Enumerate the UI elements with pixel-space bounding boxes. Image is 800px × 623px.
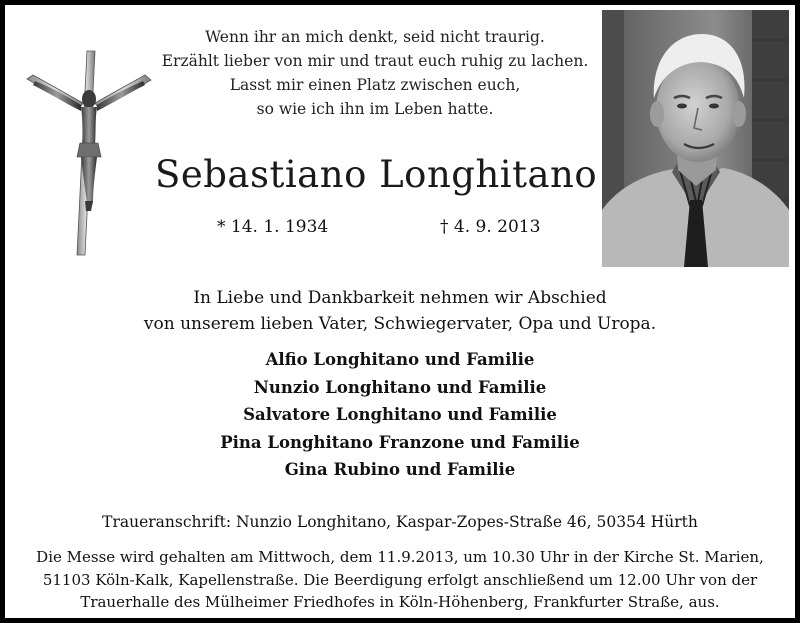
funeral-details <box>5 546 795 614</box>
family-name: Salvatore Longhitano und Familie <box>243 405 557 424</box>
poem-line: Lasst mir einen Platz zwischen euch, <box>229 76 521 94</box>
farewell-text <box>5 285 795 337</box>
deceased-name: Sebastiano Longhitano <box>155 153 598 196</box>
crucifix-icon <box>25 49 155 259</box>
funeral-details-line: Trauerhalle des Mülheimer Friedhofes in Köln-Höhenberg, Frankfurter Straße, aus. <box>80 593 720 611</box>
poem <box>155 25 595 121</box>
family-name: Alfio Longhitano und Familie <box>265 350 535 369</box>
portrait-photo <box>602 10 789 267</box>
mourning-address: Traueranschrift: Nunzio Longhitano, Kaspar-Zopes-Straße 46, 50354 Hürth <box>102 513 698 531</box>
funeral-details-line: 51103 Köln-Kalk, Kapellenstraße. Die Beerdigung erfolgt anschließend um 12.00 Uhr von der <box>42 570 758 589</box>
family-list <box>5 346 795 484</box>
birth-date: * 14. 1. 1934 <box>217 217 329 237</box>
poem-line: Wenn ihr an mich denkt, seid nicht traurig. <box>205 28 545 46</box>
poem-line: Erzählt lieber von mir und traut euch ruhig zu lachen. <box>161 52 589 70</box>
family-name: Nunzio Longhitano und Familie <box>253 377 547 397</box>
family-name: Pina Longhitano Franzone und Familie <box>220 432 580 452</box>
farewell-line: von unserem lieben Vater, Schwiegervater, Opa und Uropa. <box>143 314 657 334</box>
poem-line: so wie ich ihn im Leben hatte. <box>256 100 494 118</box>
funeral-details-line: Die Messe wird gehalten am Mittwoch, dem 11.9.2013, um 10.30 Uhr in der Kirche St. Marien, <box>36 548 764 566</box>
death-date: † 4. 9. 2013 <box>440 217 541 237</box>
family-name: Gina Rubino und Familie <box>284 460 516 479</box>
farewell-line: In Liebe und Dankbarkeit nehmen wir Abschied <box>193 288 607 308</box>
